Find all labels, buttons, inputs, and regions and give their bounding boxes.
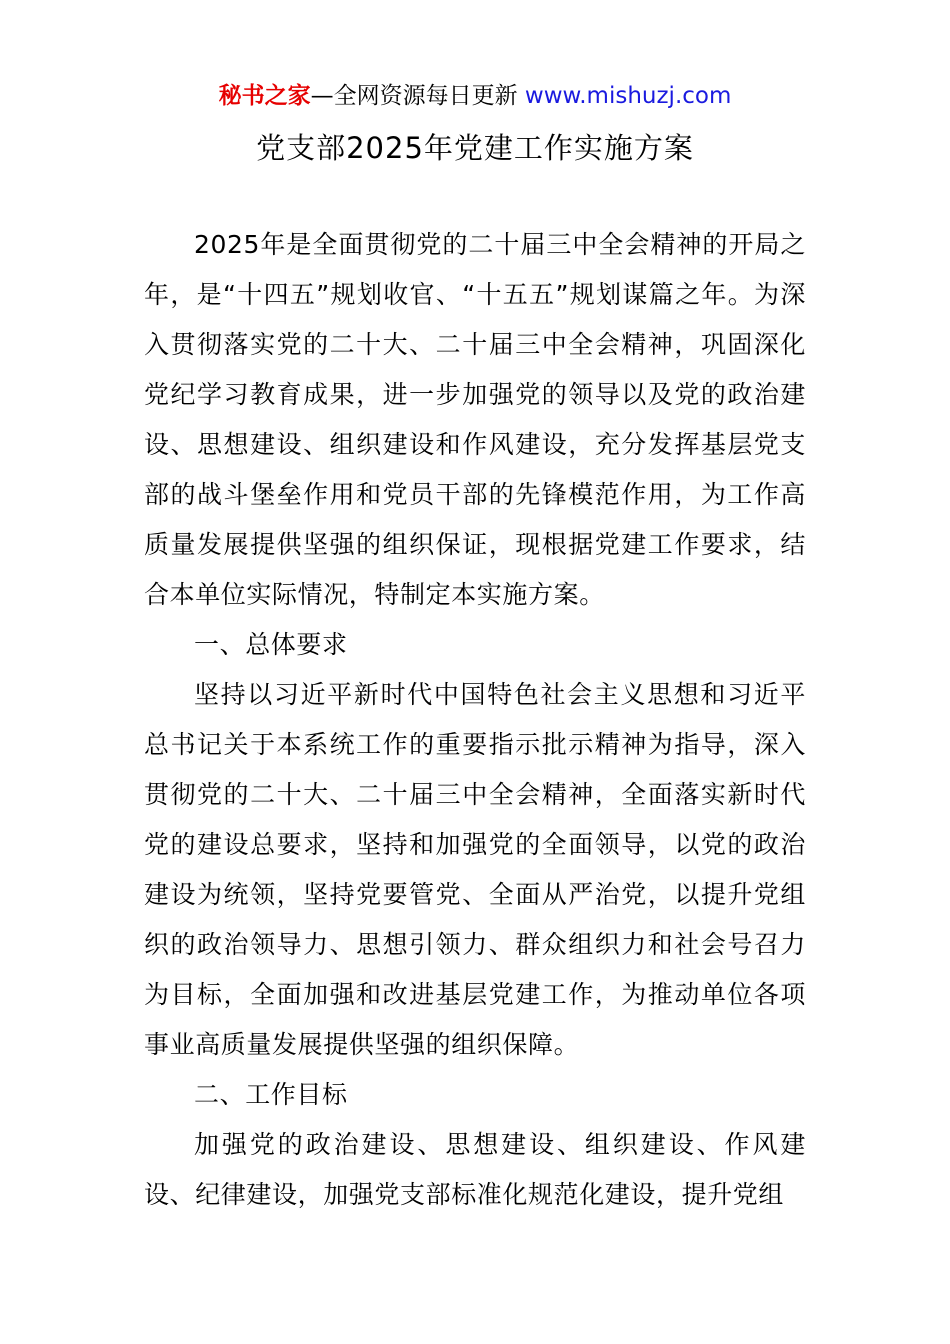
document-title: 党支部2025年党建工作实施方案 <box>256 131 694 165</box>
site-url-link[interactable]: www.mishuzj.com <box>524 83 732 109</box>
site-brand: 秘书之家 <box>218 83 311 109</box>
site-tagline: —全网资源每日更新 <box>310 83 525 109</box>
section-heading-work-goals: 二、工作目标 <box>194 1080 348 1109</box>
intro-paragraph: 2025年是全面贯彻党的二十届三中全会精神的开局之年，是“十四五”规划收官、“十五五”规划谋篇之年。为深入贯彻落实党的二十大、二十届三中全会精神，巩固深化党纪学习教育成果，进一步加强党的领导以及党的政治建设、思想建设、组织建设和作风建设，充分发挥基层党支部的战斗堡垒作用和党员干部的先锋模范作用，为工作高质量发展提供坚强的组织保证，现根据党建工作要求，结合本单位实际情况，特制定本实施方案。 <box>144 230 806 609</box>
document-body <box>144 220 806 1220</box>
section-body-general-requirements: 坚持以习近平新时代中国特色社会主义思想和习近平总书记关于本系统工作的重要指示批示精神为指导，深入贯彻党的二十大、二十届三中全会精神，全面落实新时代党的建设总要求，坚持和加强党的全面领导，以党的政治建设为统领，坚持党要管党、全面从严治党，以提升党组织的政治领导力、思想引领力、群众组织力和社会号召力为目标，全面加强和改进基层党建工作，为推动单位各项事业高质量发展提供坚强的组织保障。 <box>144 680 806 1059</box>
section-heading-general-requirements: 一、总体要求 <box>194 630 348 659</box>
site-header <box>0 82 950 110</box>
section-body-work-goals: 加强党的政治建设、思想建设、组织建设、作风建设、纪律建设，加强党支部标准化规范化建设，提升党组 <box>144 1130 806 1209</box>
